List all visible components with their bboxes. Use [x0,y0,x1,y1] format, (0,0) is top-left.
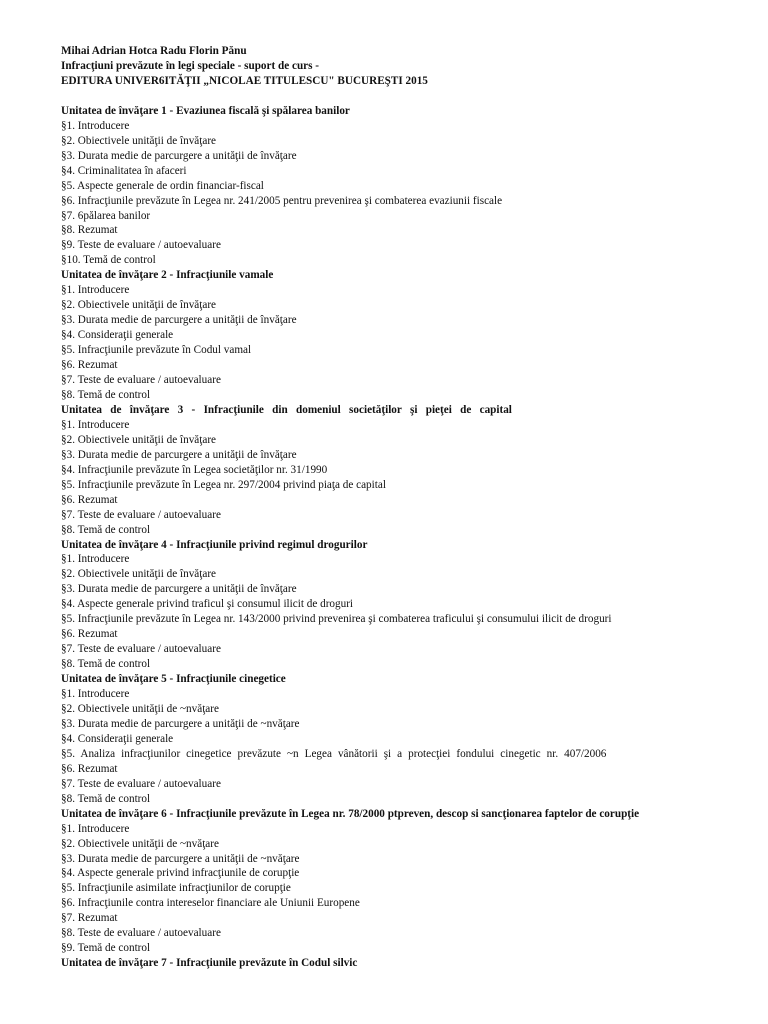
list-item: §5. Analiza infracţiunilor cinegetice prevăzute ~n Legea vânătorii şi a protecţiei fondului cinegetic nr. 407/2006 [61,747,607,760]
unit-title-5: Unitatea de învăţare 5 - Infracţiunile cinegetice [61,673,286,686]
list-item: §1. Introducere [61,688,130,701]
course-title: Infracţiuni prevăzute în legi speciale - suport de curs - [61,59,320,72]
list-item: §1. Introducere [61,119,130,132]
list-item: §10. Temă de control [61,254,156,267]
document-page [61,44,761,971]
unit-title-2: Unitatea de învăţare 2 - Infracţiunile vamale [61,269,274,282]
list-item: §5. Infracţiunile prevăzute în Legea nr. 297/2004 privind piaţa de capital [61,478,386,491]
list-item: §1. Introducere [61,553,130,566]
unit-title-6: Unitatea de învăţare 6 - Infracţiunile prevăzute în Legea nr. 78/2000 ptpreven, descop si sancţionarea faptelor de corupţie [61,807,640,820]
list-item: §7. Teste de evaluare / autoevaluare [61,643,221,656]
list-item: §4. Aspecte generale privind infracţiunile de corupţie [61,867,300,880]
list-item: §1. Introducere [61,284,130,297]
unit-title-4: Unitatea de învăţare 4 - Infracţiunile privind regimul drogurilor [61,538,368,551]
list-item: §7. Teste de evaluare / autoevaluare [61,374,221,387]
list-item: §4. Aspecte generale privind traficul şi consumul ilicit de droguri [61,598,354,611]
list-item: §5. Infracţiunile asimilate infracţiunilor de corupţie [61,882,291,895]
header-spacer [61,89,761,104]
authors-line: Mihai Adrian Hotca Radu Florin Pănu [61,45,247,57]
list-item: §7. Teste de evaluare / autoevaluare [61,508,221,521]
list-item: §4. Consideraţii generale [61,732,174,745]
list-item: §4. Infracţiunile prevăzute în Legea societăţilor nr. 31/1990 [61,463,328,476]
list-item: §6. Rezumat [61,628,118,641]
publisher-line: EDITURA UNIVER6ITĂŢII „NICOLAE TITULESCU" BUCUREŞTI 2015 [61,74,428,87]
list-item: §9. Teste de evaluare / autoevaluare [61,239,221,252]
list-item: §7. 6pălarea banilor [61,209,151,222]
list-item: §6. Rezumat [61,493,118,506]
list-item: §5. Aspecte generale de ordin financiar-fiscal [61,179,264,192]
list-item: §2. Obiectivele unităţii de învăţare [61,299,217,312]
list-item: §3. Durata medie de parcurgere a unităţii de ~nvăţare [61,717,300,730]
list-item: §1. Introducere [61,822,130,835]
list-item: §5. Infracţiunile prevăzute în Codul vamal [61,344,252,357]
list-item: §2. Obiectivele unităţii de învăţare [61,134,217,147]
list-item: §3. Durata medie de parcurgere a unităţii de învăţare [61,448,297,461]
list-item: §8. Teste de evaluare / autoevaluare [61,927,221,940]
table-of-contents [61,104,761,971]
list-item: §6. Infracţiunile prevăzute în Legea nr. 241/2005 pentru prevenirea şi combaterea evaziunii fiscale [61,194,503,207]
list-item: §8. Temă de control [61,792,151,805]
list-item: §2. Obiectivele unităţii de ~nvăţare [61,837,219,850]
list-item: §3. Durata medie de parcurgere a unităţii de învăţare [61,149,297,162]
list-item: §3. Durata medie de parcurgere a unităţii de învăţare [61,583,297,596]
unit-title-1: Unitatea de învăţare 1 - Evaziunea fiscală şi spălarea banilor [61,104,350,117]
list-item: §7. Rezumat [61,912,118,925]
list-item: §6. Rezumat [61,762,118,775]
unit-title-7: Unitatea de învăţare 7 - Infracţiunile prevăzute în Codul silvic [61,957,358,970]
list-item: §8. Rezumat [61,224,118,237]
list-item: §4. Criminalitatea în afaceri [61,164,187,177]
unit-title-3: Unitatea de învăţare 3 - Infracţiunile din domeniul societăţilor şi pieţei de capital [61,403,512,416]
list-item: §3. Durata medie de parcurgere a unităţii de învăţare [61,314,297,327]
list-item: §6. Rezumat [61,359,118,372]
list-item: §4. Consideraţii generale [61,329,174,342]
list-item: §1. Introducere [61,418,130,431]
list-item: §2. Obiectivele unităţii de ~nvăţare [61,702,219,715]
list-item: §8. Temă de control [61,658,151,671]
list-item: §2. Obiectivele unităţii de învăţare [61,433,217,446]
list-item: §7. Teste de evaluare / autoevaluare [61,777,221,790]
list-item: §3. Durata medie de parcurgere a unităţii de ~nvăţare [61,852,300,865]
list-item: §5. Infracţiunile prevăzute în Legea nr. 143/2000 privind prevenirea şi combaterea traficului şi consumului ilicit de droguri [61,613,612,626]
list-item: §2. Obiectivele unităţii de învăţare [61,568,217,581]
list-item: §8. Temă de control [61,523,151,536]
list-item: §6. Infracţiunile contra intereselor financiare ale Uniunii Europene [61,897,360,910]
list-item: §8. Temă de control [61,388,151,401]
list-item: §9. Temă de control [61,942,151,955]
